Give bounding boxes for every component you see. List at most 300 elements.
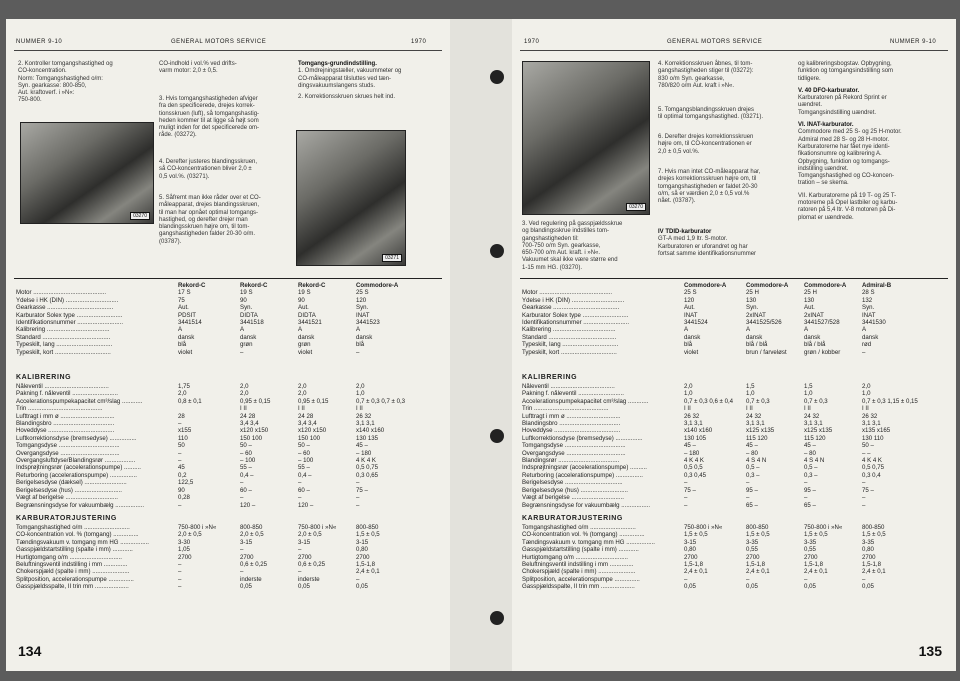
text-line: 780/820 o/m Aut. kraft i »N«.: [658, 82, 735, 89]
table-cell: 0,95 ± 0,15: [298, 397, 329, 405]
table-row: [16, 442, 436, 449]
table-cell: A: [804, 326, 809, 334]
table-cell: rød: [862, 341, 872, 349]
table-cell: 800-850: [746, 524, 769, 531]
row-label: Blandingsrør ....................................: [522, 457, 620, 465]
carburetor-photo: [20, 122, 154, 224]
row-label: Luftkorrektionsdyse (bremsedyse) ................: [16, 434, 137, 442]
table-cell: 1,0: [804, 390, 813, 398]
table-cell: 3-30: [178, 538, 191, 546]
table-row: [16, 524, 436, 531]
table-cell: 3441525/526: [746, 319, 782, 327]
table-cell: blå: [178, 341, 187, 349]
row-label: Karburator Solex type ...........................: [16, 311, 123, 319]
table-cell: –: [240, 348, 244, 356]
page-header: [6, 37, 450, 49]
table-cell: 60 –: [240, 486, 252, 494]
text-line: Tomgangshastighed og CO-koncen-: [798, 173, 895, 180]
table-row: [16, 487, 436, 494]
table-cell: 90: [240, 296, 247, 304]
table-cell: 0,6 ± 0,25: [298, 561, 326, 569]
table-row: [522, 398, 942, 405]
row-label: Tændingsvakuum v. tomgang mm HG .................: [16, 538, 149, 546]
table-cell: 55 –: [240, 464, 252, 472]
page-header: [512, 37, 956, 49]
table-cell: A: [178, 326, 183, 334]
text-line: 750-800.: [18, 97, 42, 104]
table-cell: 3,1 3,1: [356, 420, 375, 428]
row-label: Motor ...........................................: [522, 289, 613, 297]
row-label: Accelerationspumpekapacitet cm³/slag ............: [16, 397, 143, 405]
text-line: Karburatoren på Rekord Sprint er: [798, 95, 887, 102]
table-cell: 50 –: [862, 442, 874, 450]
table-cell: Syn.: [240, 304, 253, 312]
table-cell: 24 28: [240, 412, 256, 420]
table-cell: Aut.: [298, 304, 309, 312]
table-cell: 90: [178, 486, 185, 494]
text-line: CO-koncentration.: [18, 68, 67, 75]
table-cell: 0,2: [178, 471, 187, 479]
table-cell: 1,0: [356, 390, 365, 398]
table-row: [522, 405, 942, 412]
table-row: [522, 568, 942, 575]
table-cell: 3441524: [684, 319, 708, 327]
row-label: Ydelse i HK (DIN) ...............................: [16, 296, 119, 304]
table-cell: 0,80: [356, 546, 368, 554]
row-label: Luftkorrektionsdyse (bremsedyse) ................: [522, 434, 643, 442]
row-label: CO-koncentration vol. % (tomgang) ...............: [522, 531, 645, 539]
text-line: 2,0 ± 0,5 vol.%.: [658, 148, 700, 155]
table-cell: 3-15: [684, 538, 697, 546]
row-label: Hoveddyse .......................................: [522, 427, 621, 435]
table-cell: 2700: [862, 553, 876, 561]
table-cell: 0,4 –: [240, 471, 254, 479]
table-cell: 1,5-1,8: [746, 561, 765, 569]
table-row: [16, 479, 436, 486]
table-cell: 3-15: [240, 538, 253, 546]
table-cell: 0,3 0,4: [862, 471, 881, 479]
table-cell: 2700: [746, 553, 760, 561]
table-cell: 0,5 –: [746, 464, 760, 472]
table-row: [522, 450, 942, 457]
table-cell: 2700: [356, 553, 370, 561]
table-cell: 122,5: [178, 479, 194, 487]
spec-table-3: [522, 524, 942, 591]
table-cell: Aut.: [804, 304, 815, 312]
text-col3: [298, 61, 443, 101]
text-line: Karburatorerne har fået nye identi-: [798, 143, 890, 150]
table-cell: 132: [862, 296, 873, 304]
text-line: funktion og tomgangsindstilling som: [798, 68, 894, 75]
table-cell: –: [178, 449, 182, 457]
table-cell: 0,05: [746, 583, 758, 591]
table-cell: INAT: [862, 311, 876, 319]
text-line: 2. Kontroller tomgangshastighed og: [18, 61, 113, 67]
table-cell: dansk: [746, 333, 763, 341]
text-line: hastighed, og derefter drejer man: [159, 216, 248, 223]
table-cell: 0,5 0,5: [684, 464, 703, 472]
row-label: Pakning f. nåleventil ...........................: [16, 390, 118, 398]
table-cell: 4 K 4 K: [356, 457, 376, 465]
table-cell: I II: [684, 405, 691, 413]
table-cell: –: [804, 479, 808, 487]
table-cell: x120 x150: [298, 427, 327, 435]
row-label: Beluftningsventil indstilling i mm ..............: [16, 561, 128, 569]
text-line: drejes korrektionsskruen højre om, til: [658, 176, 757, 183]
table-row: [16, 561, 436, 568]
table-cell: – 180: [356, 449, 372, 457]
table-cell: 1,5-1,8: [356, 561, 375, 569]
row-label: Typeskilt, lang .................................: [16, 341, 113, 349]
table-cell: 25 S: [684, 289, 697, 297]
text-line: tration – se skema.: [798, 180, 849, 187]
table-cell: 4 S 4 N: [804, 457, 825, 465]
table-row: [522, 289, 942, 296]
table-cell: –: [298, 568, 302, 576]
table-row: [522, 442, 942, 449]
table-cell: 750-800 i »N«: [178, 524, 217, 531]
section-title: VI. INAT-karburator.: [798, 122, 854, 129]
table-cell: 2,0: [862, 383, 871, 390]
table-cell: blå / blå: [746, 341, 768, 349]
text-line: indstilling uændret.: [798, 165, 849, 172]
text-line: (03787).: [159, 238, 182, 245]
table-row: [522, 390, 942, 397]
row-label: Berigelsesdyse (hus) ............................: [16, 486, 122, 494]
text-line: 0,5 vol.%. (03271).: [159, 173, 210, 180]
row-label: Typeskilt, lang .................................: [522, 341, 619, 349]
spec-table-2: [522, 383, 942, 509]
table-cell: 2xINAT: [804, 311, 824, 319]
row-label: Accelerationspumpekapacitet cm³/slag ............: [522, 397, 649, 405]
table-cell: blå / blå: [804, 341, 826, 349]
table-cell: 150 100: [240, 434, 263, 442]
table-row: [522, 576, 942, 583]
text-line: dingsvakuumslangens studs.: [298, 82, 376, 89]
row-label: Motor ...........................................: [16, 289, 107, 297]
text-line: Commodore med 25 S- og 25 H-motor.: [798, 129, 902, 136]
table-cell: 75 –: [356, 486, 368, 494]
table-cell: 2,0 ± 0,5: [298, 531, 322, 539]
table-cell: 4 K 4 K: [684, 457, 704, 465]
table-cell: 2,0: [298, 390, 307, 398]
section-title: IV TDID-karburator: [658, 229, 712, 235]
table-cell: 24 32: [746, 412, 762, 420]
text-col1: [18, 61, 158, 105]
row-label: Indsprøjtningsrør (accelerationspumpe) ..........: [16, 464, 141, 472]
row-label: Berigelsesdyse (dæksel) .........................: [16, 479, 127, 487]
table-cell: 800-850: [240, 524, 263, 531]
table-cell: – 60: [298, 449, 310, 457]
table-row: [522, 420, 942, 427]
table-cell: 2700: [178, 553, 192, 561]
model-header: Commodore-A: [684, 282, 727, 289]
table-cell: x135 x165: [862, 427, 891, 435]
table-row: [522, 312, 942, 319]
table-cell: –: [684, 494, 688, 502]
table-cell: inderste: [240, 575, 262, 583]
row-label: Kalibrering .....................................: [522, 326, 616, 334]
table-cell: 1,5 ± 0,5: [356, 531, 380, 539]
table-cell: 3441514: [178, 319, 202, 327]
model-header: Commodore-A: [356, 282, 399, 289]
table-cell: Syn.: [356, 304, 369, 312]
table-cell: –: [298, 494, 302, 502]
row-label: Overgangsdyse ...................................: [16, 449, 120, 457]
table-row: [522, 539, 942, 546]
text-line: 700-750 o/m Syn. gearkasse,: [522, 242, 601, 249]
table-cell: x125 x135: [804, 427, 833, 435]
text-line: Admiral med 28 S- og 28 H-motor.: [798, 136, 890, 143]
table-cell: 2,4 ± 0,1: [356, 568, 380, 576]
table-row: [16, 413, 436, 420]
text-line: Syn. gearkasse: 800-850,: [18, 82, 87, 89]
table-row: [522, 319, 942, 326]
table-cell: 0,5 0,75: [356, 464, 379, 472]
table-row: [522, 554, 942, 561]
table-cell: 90: [298, 296, 305, 304]
table-cell: –: [804, 494, 808, 502]
table-cell: 0,80: [684, 546, 696, 554]
text-line: 1-15 mm HG. (03270).: [522, 264, 583, 271]
table-cell: dansk: [298, 333, 315, 341]
table-row: [522, 334, 942, 341]
text-line: uændret.: [798, 102, 823, 109]
row-label: Blandingsbro ....................................: [522, 420, 621, 428]
table-cell: I II: [240, 405, 247, 413]
table-cell: 2,4 ± 0,1: [746, 568, 770, 576]
table-row: [16, 304, 436, 311]
table-cell: 1,5 ± 0,5: [862, 531, 886, 539]
table-cell: dansk: [684, 333, 701, 341]
table-cell: grøn / kobber: [804, 348, 841, 356]
table-cell: PDSIT: [178, 311, 196, 319]
table-cell: grøn: [240, 341, 253, 349]
table-cell: –: [356, 501, 360, 509]
row-label: Vægt af berigelse ...............................: [16, 494, 118, 502]
table-cell: 3,4 3,4: [240, 420, 259, 428]
table-cell: 130: [804, 296, 815, 304]
table-cell: 45 –: [356, 442, 368, 450]
table-cell: 0,05: [240, 583, 252, 591]
text-line: tomgangshastigheden er faldet 20-30: [658, 183, 758, 190]
table-cell: 0,05: [804, 583, 816, 591]
table-cell: 2700: [684, 553, 698, 561]
table-cell: 28 S: [862, 289, 875, 297]
table-row: [16, 568, 436, 575]
table-cell: 1,5: [746, 383, 755, 390]
table-cell: –: [240, 494, 244, 502]
table-row: [522, 494, 942, 501]
text-line: Vakuumet skal ikke være større end: [522, 257, 618, 264]
table-row: [16, 334, 436, 341]
table-cell: –: [240, 546, 244, 554]
text-line: ratoren på 5,4 ltr. V-8 motoren på Di-: [798, 207, 896, 214]
table-cell: Aut.: [684, 304, 695, 312]
table-cell: blå: [684, 341, 693, 349]
text-line: 1. Omdrejningstæller, vakuummeter og: [298, 68, 402, 75]
row-label: Standard ........................................: [522, 333, 617, 341]
table-cell: 3-35: [804, 538, 817, 546]
table-cell: 50 –: [298, 442, 310, 450]
table-cell: –: [356, 479, 360, 487]
section-heading: KALIBRERING: [16, 374, 72, 381]
text-line: 4. Derefter justeres blandingsskruen,: [159, 159, 258, 165]
year: 1970: [411, 39, 427, 45]
table-cell: 65 –: [746, 501, 758, 509]
row-label: Begrænsningsdyse for vakuumbælg .................: [16, 501, 145, 509]
text-line: muligt inden for det specificerede om-: [159, 125, 260, 132]
row-label: Overgangsluftdyse/Blandingsrør ..................: [16, 457, 136, 465]
model-header: Commodore-A: [746, 282, 789, 289]
text-col2d: [159, 195, 294, 246]
table-cell: 0,3 0,45: [684, 471, 707, 479]
text-line: fortsat samme identifikationsnummer: [658, 250, 757, 257]
row-label: Gearkasse .......................................: [16, 304, 114, 312]
table-cell: 115 120: [804, 434, 826, 442]
table-cell: dansk: [356, 333, 373, 341]
table-cell: grøn: [298, 341, 311, 349]
table-cell: 750-800 i »N«: [804, 524, 843, 531]
table-cell: 75: [178, 296, 185, 304]
table-cell: violet: [178, 348, 193, 356]
table-cell: I II: [298, 405, 305, 413]
table-cell: x140 x160: [356, 427, 385, 435]
table-row: [16, 539, 436, 546]
table-cell: 24 32: [804, 412, 820, 420]
table-cell: –: [684, 479, 688, 487]
table-cell: –: [862, 575, 866, 583]
row-label: Gasspjældstartstilling (spalte i mm) ............: [16, 546, 133, 554]
table-cell: 0,8 ± 0,1: [178, 397, 202, 405]
table-cell: 3,4 3,4: [298, 420, 317, 428]
table-row: [16, 546, 436, 553]
table-row: [16, 494, 436, 501]
text-line: gangshastigheden falder 20-30 o/m.: [159, 231, 256, 238]
table-cell: Syn.: [746, 304, 759, 312]
table-row: [16, 341, 436, 348]
text-line: 5. Såfremt man ikke råder over et CO-: [159, 195, 261, 201]
table-row: [522, 341, 942, 348]
table-cell: –: [240, 479, 244, 487]
right-page: [512, 19, 956, 671]
table-cell: violet: [298, 348, 313, 356]
row-label: Typeskilt, kort .................................: [16, 348, 111, 356]
carburetor-photo: [296, 130, 406, 266]
row-label: Tomgangsdyse ....................................: [522, 442, 626, 450]
table-row: [16, 450, 436, 457]
text-line: højre om, til CO-koncentrationen er: [658, 141, 752, 148]
table-cell: – 80: [804, 449, 816, 457]
table-cell: [178, 405, 240, 412]
section-rule: [520, 278, 948, 279]
table-cell: 19 S: [298, 289, 311, 297]
table-cell: 3,1 3,1: [684, 420, 703, 428]
text-line: til optimal tomgangshastighed. (03271).: [658, 114, 764, 121]
row-label: Tomgangsdyse ....................................: [16, 442, 120, 450]
text-line: o/m, så er værdien 2,0 ± 0,5 vol.%: [658, 190, 750, 197]
text-line: Karburatoren er uforandret og har: [658, 243, 748, 250]
table-cell: –: [298, 546, 302, 554]
text-col2a: [159, 61, 294, 76]
row-label: Chokerspjæld (spalte i mm) ......................: [522, 568, 636, 576]
left-page: [6, 19, 450, 671]
row-label: Identifikationsnummer ...........................: [16, 319, 124, 327]
table-row: [16, 435, 436, 442]
table-cell: 25 H: [804, 289, 817, 297]
row-label: Tomgangshastighed o/m ...........................: [522, 524, 636, 531]
binder-hole: [490, 611, 504, 625]
row-label: Trin ............................................: [522, 405, 609, 413]
section-title: Tomgangs-grundindstilling.: [298, 61, 377, 67]
section-heading: KARBURATORJUSTERING: [16, 515, 117, 522]
table-row: [16, 398, 436, 405]
table-row: [16, 383, 436, 390]
table-cell: –: [862, 501, 866, 509]
binder-hole: [490, 70, 504, 84]
table-row: [16, 583, 436, 590]
table-cell: 3,1 3,1: [746, 420, 765, 428]
table-cell: –: [178, 420, 182, 428]
table-cell: A: [298, 326, 303, 334]
row-label: Beluftningsventil indstilling i mm ..............: [522, 561, 634, 569]
text-line: måleapparat, drejes blandingsskruen,: [159, 202, 260, 209]
table-cell: 2700: [240, 553, 254, 561]
model-header: Admiral-B: [862, 282, 892, 289]
table-cell: –: [178, 561, 182, 569]
table-cell: 65 –: [804, 501, 816, 509]
text-line: 3. Hvis tomgangshastigheden afviger: [159, 96, 258, 102]
text-line: VII. Karburatorerne på 19 T- og 25 T-: [798, 192, 897, 199]
table-cell: A: [862, 326, 867, 334]
table-cell: 2,0: [356, 383, 365, 390]
table-cell: 120: [356, 296, 367, 304]
table-cell: 1,0: [684, 390, 693, 398]
table-cell: –: [746, 494, 750, 502]
row-label: Splitposition, accelerationspumpe ...............: [522, 575, 640, 583]
table-cell: 120: [684, 296, 695, 304]
table-cell: 0,05: [356, 583, 368, 591]
photo-tag: 03270: [130, 212, 150, 220]
text-line: tidligere.: [798, 75, 821, 82]
table-row: [16, 390, 436, 397]
row-label: Hurtigtomgang o/m ...............................: [522, 553, 628, 561]
table-row: [522, 561, 942, 568]
table-cell: 1,75: [178, 383, 190, 390]
table-cell: –: [804, 575, 808, 583]
table-cell: x140 x160: [684, 427, 713, 435]
table-cell: –: [178, 575, 182, 583]
table-row: [16, 464, 436, 471]
table-row: [16, 502, 436, 509]
table-cell: –: [862, 494, 866, 502]
table-cell: 45 –: [746, 442, 758, 450]
table-cell: – 100: [240, 457, 256, 465]
text-line: 6. Derefter drejes korrektionsskruen: [658, 134, 754, 140]
table-cell: 0,6 ± 0,25: [240, 561, 268, 569]
table-cell: 2,0: [684, 383, 693, 390]
row-label: Chokerspjæld (spalte i mm) ......................: [16, 568, 130, 576]
table-row: [522, 583, 942, 590]
table-cell: –: [178, 501, 182, 509]
row-label: Returboring (accelerationspumpe) ................: [16, 471, 137, 479]
row-label: Overgangsdyse ...................................: [522, 449, 626, 457]
table-row: [16, 297, 436, 304]
spec-table-3: [16, 524, 436, 591]
text-line: gangshastigheden stiger til (03272):: [658, 68, 754, 75]
table-cell: 95 –: [804, 486, 816, 494]
table-row: [16, 349, 436, 356]
